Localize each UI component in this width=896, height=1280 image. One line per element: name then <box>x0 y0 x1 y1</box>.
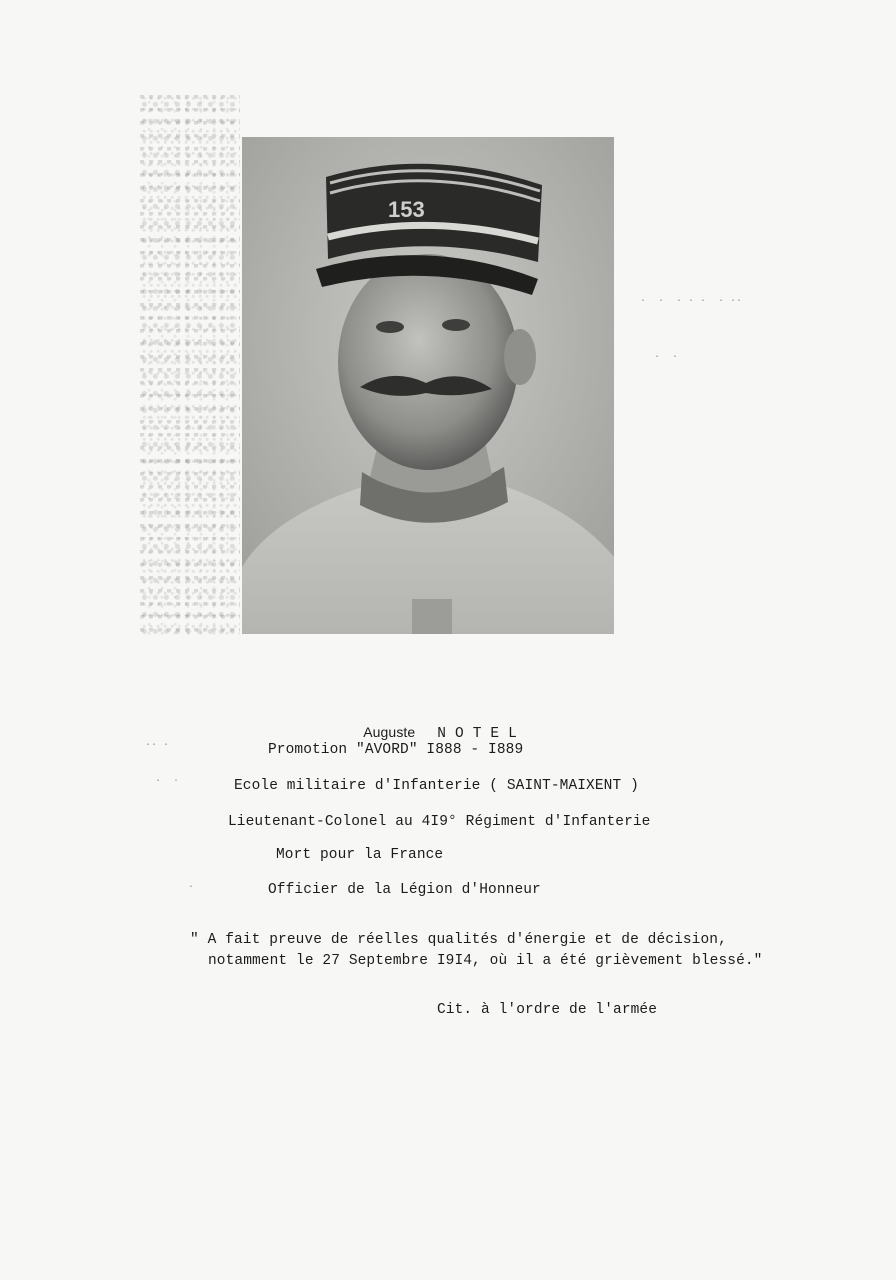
ghost-mark: · <box>188 882 195 893</box>
promotion-line: Promotion "AVORD" I888 - I889 <box>268 742 524 758</box>
citation-quote-line-2: notamment le 27 Septembre I9I4, où il a été grièvement blessé." <box>208 953 763 969</box>
officer-portrait-illustration <box>242 137 614 634</box>
ghost-mark: ·· · <box>145 740 170 751</box>
honour-line: Officier de la Légion d'Honneur <box>268 882 541 898</box>
ghost-mark: · · · · · · ·· <box>640 296 743 307</box>
ghost-mark: · · <box>654 352 679 363</box>
rank-line: Lieutenant-Colonel au 4I9° Régiment d'Infanterie <box>228 814 651 830</box>
ghost-mark: · · <box>155 776 180 787</box>
cap-number: 153 <box>388 197 425 222</box>
citation-quote-line-1: " A fait preuve de réelles qualités d'énergie et de décision, <box>190 932 727 948</box>
photocopy-speckle <box>140 95 240 635</box>
last-name: NOTEL <box>437 726 526 742</box>
school-line: Ecole militaire d'Infanterie ( SAINT-MAIXENT ) <box>234 778 639 794</box>
death-line: Mort pour la France <box>276 847 444 863</box>
citation-source: Cit. à l'ordre de l'armée <box>437 1002 658 1018</box>
first-name: Auguste <box>363 724 416 740</box>
portrait-photo <box>242 137 614 634</box>
